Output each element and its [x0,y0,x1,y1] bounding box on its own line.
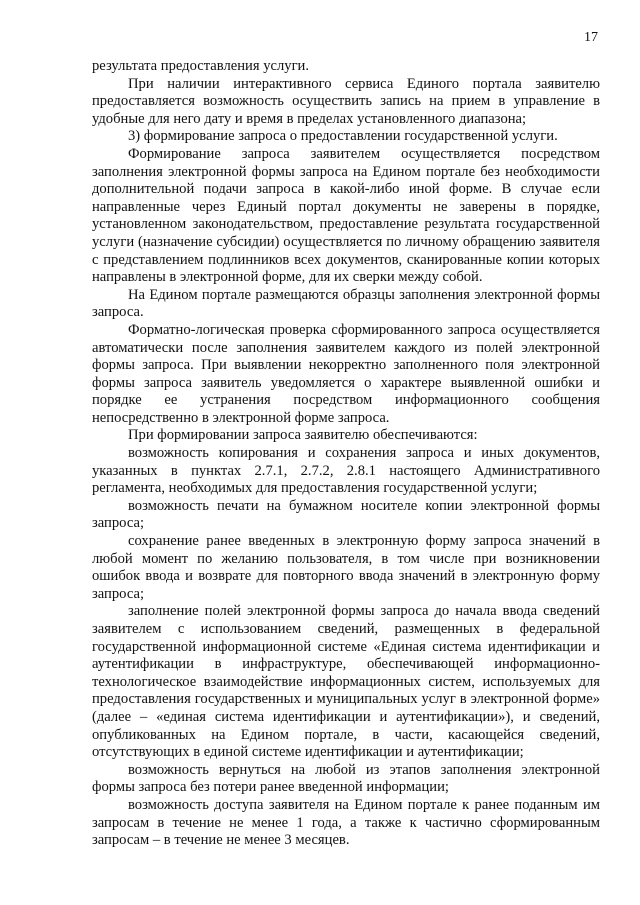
document-body [92,58,600,850]
page-number: 17 [584,30,598,45]
list-item: возможность печати на бумажном носителе копии электронной формы запроса; [92,497,600,532]
list-item: возможность вернуться на любой из этапов заполнения электронной формы запроса без потери ранее введенной информации; [92,761,600,796]
list-item: сохранение ранее введенных в электронную форму запроса значений в любой момент по желанию пользователя, в том числе при возникновении ошибок ввода и возврате для повторного ввода значений в электронную форму запроса; [92,533,600,602]
paragraph: При наличии интерактивного сервиса Единого портала заявителю предоставляется возможность осуществить запись на прием в управление в удобные для него дату и время в пределах установленного диапазона; [92,75,600,127]
paragraph: результата предоставления услуги. [92,58,310,74]
list-item: возможность копирования и сохранения запроса и иных документов, указанных в пунктах 2.7.1, 2.7.2, 2.8.1 настоящего Административного регламента, необходимых для предоставления государственной услуги; [92,445,600,497]
paragraph: Формирование запроса заявителем осуществляется посредством заполнения электронной формы запроса на Едином портале без необходимости дополнительной подачи запроса в какой-либо иной форме. В случае если направленные через Единый портал документы не заверены в порядке, установленном законодательством, предоставление результата государственной услуги (назначение субсидии) осуществляется по личному обращению заявителя с представлением подлинников всех документов, сканированные копии которых направлены в электронной форме, для их сверки между собой. [92,145,600,286]
paragraph: Форматно-логическая проверка сформированного запроса осуществляется автоматически после заполнения заявителем каждого из полей электронной формы запроса. При выявлении некорректно заполненного поля электронной формы запроса заявитель уведомляется о характере выявленной ошибки и порядке ее устранения посредством информационного сообщения непосредственно в электронной форме запроса. [92,321,600,426]
list-item: заполнение полей электронной формы запроса до начала ввода сведений заявителем с использованием сведений, размещенных в федеральной государственной информационной системе «Единая система идентификации и аутентификации в инфраструктуре, обеспечивающей информационно-технологическое взаимодействие информационных систем, используемых для предоставления государственных и муниципальных услуг в электронной форме» (далее – «единая система идентификации и аутентификации»), и сведений, опубликованных на Едином портале, в части, касающейся сведений, отсутствующих в единой системе идентификации и аутентификации; [92,603,600,761]
paragraph: При формировании запроса заявителю обеспечиваются: [128,427,478,444]
paragraph: 3) формирование запроса о предоставлении государственной услуги. [128,128,558,145]
paragraph: На Едином портале размещаются образцы заполнения электронной формы запроса. [92,286,600,321]
list-item: возможность доступа заявителя на Едином портале к ранее поданным им запросам в течение не менее 1 года, а также к частично сформированным запросам – в течение не менее 3 месяцев. [92,796,600,849]
